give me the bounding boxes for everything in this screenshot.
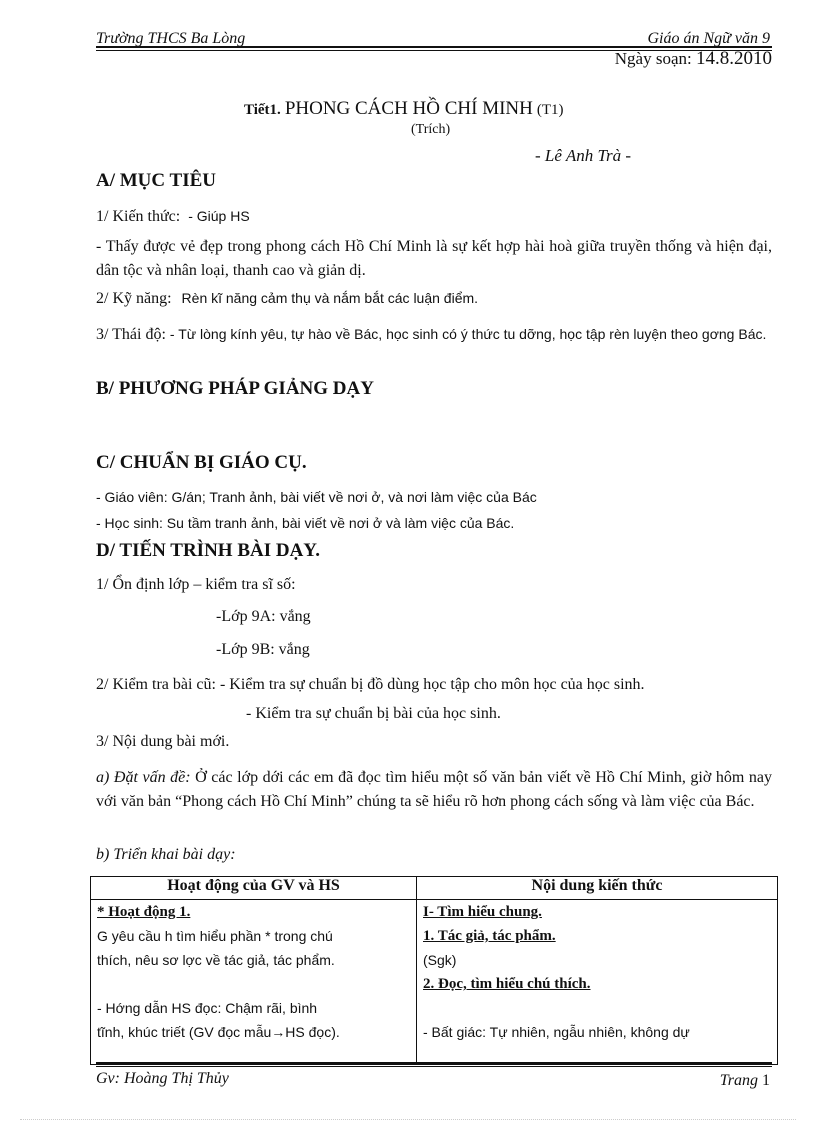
- knowledge-label: 1/ Kiến thức:: [96, 208, 181, 225]
- step-2: [96, 676, 645, 694]
- subject-name: Giáo án Ngữ văn 9: [647, 30, 770, 47]
- col-header-content: Nội dung kiến thức: [417, 877, 778, 900]
- class-9b: -Lớp 9B: vắng: [216, 641, 310, 658]
- activity-line-part: HS đọc).: [285, 1024, 340, 1040]
- attitude-label: 3/ Thái độ:: [96, 326, 166, 343]
- footer-teacher: [96, 1070, 229, 1088]
- step-2-line2: - Kiểm tra sự chuẩn bị bài của học sinh.: [246, 705, 501, 722]
- teacher-label: Gv:: [96, 1070, 120, 1087]
- content-subheading: 2. Đọc, tìm hiểu chú thích.: [423, 976, 591, 992]
- lesson-part: (T1): [536, 102, 564, 118]
- page-bottom-divider: [20, 1119, 796, 1120]
- lesson-title: PHONG CÁCH HỒ CHÍ MINH: [284, 98, 533, 119]
- intro-paragraph: [96, 766, 772, 814]
- lesson-number: Tiết1.: [244, 102, 281, 118]
- section-b-heading: B/ PHƯƠNG PHÁP GIẢNG DẠY: [96, 378, 374, 399]
- section-a-heading: A/ MỤC TIÊU: [96, 170, 216, 191]
- develop-label: b) Triển khai bài dạy:: [96, 846, 236, 863]
- page-value: 1: [762, 1072, 770, 1089]
- activity-cell: [91, 900, 417, 1065]
- prep-date-value: 14.8.2010: [696, 48, 772, 69]
- skill-label: 2/ Kỹ năng:: [96, 290, 172, 307]
- content-heading: I- Tìm hiểu chung.: [423, 904, 542, 920]
- page-number: [720, 1072, 770, 1090]
- content-subheading: 1. Tác giả, tác phẩm.: [423, 928, 556, 944]
- skill-line: [96, 290, 478, 308]
- page-label: Trang: [719, 1072, 758, 1089]
- activity-heading: * Hoạt động 1.: [97, 904, 191, 920]
- prep-date: [615, 48, 772, 70]
- step-3: 3/ Nội dung bài mới.: [96, 733, 230, 750]
- intro-text: Ở các lớp dới các em đã đọc tìm hiểu một số văn bản viết về Hồ Chí Minh, giờ hôm nay với văn bản “Phong cách Hồ Chí Minh” chúng ta sẽ hiểu rõ hơn phong cách sống và làm việc của Bác.: [96, 769, 772, 810]
- student-prep: - Học sinh: Su tầm tranh ảnh, bài viết về nơi ở và làm việc của Bác.: [96, 515, 515, 531]
- footer-rule-thin: [96, 1066, 772, 1067]
- table-header-row: [91, 877, 778, 900]
- author-name: - Lê Anh Trà -: [535, 146, 632, 165]
- content-spacer: [423, 996, 771, 1020]
- activity-line: - Hớng dẫn HS đọc: Chậm rãi, bình: [97, 1000, 318, 1016]
- activity-line-part: tĩnh, khúc triết (GV đọc mẫu: [97, 1024, 272, 1040]
- prep-date-label: Ngày soạn:: [614, 49, 692, 68]
- teacher-prep: - Giáo viên: G/án; Tranh ảnh, bài viết về nơi ở, và nơi làm việc của Bác: [96, 489, 537, 505]
- content-line: (Sgk): [423, 952, 457, 968]
- section-c-heading: C/ CHUẨN BỊ GIÁO CỤ.: [96, 452, 307, 473]
- intro-label: a) Đặt vấn đề:: [96, 769, 191, 786]
- content-cell: [417, 900, 778, 1065]
- footer-rule: [96, 1062, 772, 1064]
- teacher-name: Hoàng Thị Thủy: [123, 1070, 229, 1087]
- excerpt-note: (Trích): [411, 122, 451, 137]
- activity-line: thích, nêu sơ lợc về tác giả, tác phẩm.: [97, 952, 335, 968]
- activity-line: G yêu cầu h tìm hiểu phần * trong chú: [97, 928, 333, 944]
- table-row: [91, 900, 778, 1065]
- section-d-heading: D/ TIẾN TRÌNH BÀI DẠY.: [96, 540, 321, 561]
- page-title: [244, 98, 564, 120]
- col-header-activity: Hoạt động của GV và HS: [91, 877, 417, 900]
- knowledge-detail: - Thấy được vẻ đẹp trong phong cách Hồ Chí Minh là sự kết hợp hài hoà giữa truyền thống và hiện đại, dân tộc và nhân loại, thanh cao và giản dị.: [96, 238, 772, 279]
- arrow-right-icon: →: [271, 1024, 286, 1040]
- attitude-text: - Từ lòng kính yêu, tự hào về Bác, học sinh có ý thức tu dỡng, học tập rèn luyện theo gơng Bác.: [169, 326, 767, 342]
- knowledge-text: - Giúp HS: [188, 208, 250, 224]
- step-2-line1: - Kiểm tra sự chuẩn bị đồ dùng học tập cho môn học của học sinh.: [219, 676, 645, 693]
- class-9a: -Lớp 9A: vắng: [216, 608, 311, 625]
- activity-spacer: [97, 972, 410, 996]
- activity-line: [97, 1020, 410, 1044]
- skill-text: Rèn kĩ năng cảm thụ và nắm bắt các luận điểm.: [181, 290, 479, 306]
- lesson-table: [90, 876, 778, 1065]
- attitude-line: [96, 322, 772, 347]
- content-line: - Bất giác: Tự nhiên, ngẫu nhiên, không dự: [423, 1024, 690, 1040]
- step-1: 1/ Ổn định lớp – kiểm tra sĩ số:: [96, 576, 296, 593]
- step-2-label: 2/ Kiểm tra bài cũ:: [96, 676, 216, 693]
- knowledge-line: [96, 208, 250, 226]
- school-name: Trường THCS Ba Lòng: [96, 30, 246, 47]
